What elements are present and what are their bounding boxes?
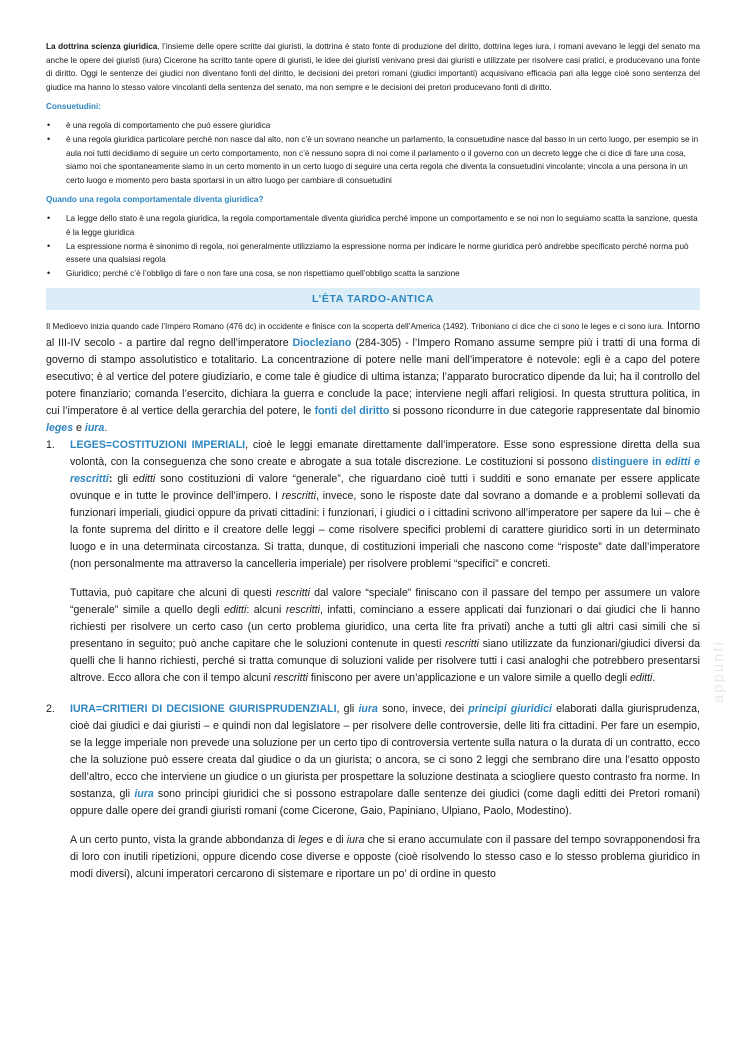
list-item: • La legge dello stato è una regola giuridica, la regola comportamentale diventa giuridica perché impone un comportamento e se noi non lo seguiamo scatta la sanzione, questa è la legge giuridica [46,212,700,239]
text-run: elaborati dalla giurisprudenza, cioè dai giudici e dai giuristi – e quindi non dal legislatore – per risolvere delle controversie, delle liti fra cittadini. Per fare un esempio, se la legge imperiale non prevede una soluzione per un certo tipo di controversia vertente sulla natura o la durata di un contratto, ecco che la soluzione può essere creata dal giudice o da un giurista; o ancora, se ci sono 2 leggi che sembrano dire una l’esatto opposto dell’altro, ecco che interviene un giudice o un giurista per prospettare la soluzione destinata a sciogliere questo contrasto fra norme. In sostanza, gli [70,703,700,801]
italic-term: editti [132,473,156,486]
text-run: , invece, sono le risposte date dal sovrano a domande e a problemi sollevati da funzionari imperiali, giudici oppure da privati cittadini: i funzionari, i giudici o i cittadini scrivono all’imperatore per sapere da lui – che è la fonte suprema del diritto e il creatore delle leggi – come risolvere specifici problemi di carattere giuridico sorti in un determinato luogo e in una determinata circostanza. Si tratta, dunque, di costituzioni imperiali che nascono come “risposte” date dall’imperatore (non personalmente ma attraverso la cancelleria imperiale) per risolvere problemi “specifici” e concreti. [70,490,701,571]
text-run: gli [112,473,133,486]
regola-list [46,212,700,280]
text-run: A un certo punto, vista la grande abbondanza di [70,834,299,847]
leges-title: LEGES=COSTITUZIONI IMPERIALI [70,439,246,452]
text-run: . [652,672,656,685]
iura-paragraph-2 [70,832,700,883]
list-item-iura [46,701,700,883]
text-run: . [104,422,108,435]
list-item: • La espressione norma è sinonimo di regola, noi generalmente utilizziamo la espressione norma per indicare le norme giuridica però andrebbe specificato perché norma può essere una qualsiasi regola [46,240,700,267]
text-run: , cioè le leggi emanate direttamente dall’imperatore. Esse sono espressione diretta della sua volontà, con la conseguenza che sono create e abrogate a sua totale discrezione. Le costituzioni si possono [70,439,701,469]
watermark: appunti [710,640,727,704]
consuetudini-heading: Consuetudini: [46,102,102,112]
list-item-leges [46,437,700,687]
text-run: finiscono per avere un’applicazione e un valore simile a quello degli [307,672,631,685]
fonti-term: fonti del diritto [314,405,390,418]
leges-paragraph [70,437,700,573]
italic-term: editti [630,672,653,685]
italic-term: rescritti [273,672,308,685]
list-item: • è una regola giuridica particolare perché non nasce dal alto, non c’è un sovrano neanche un parlamento, la consuetudine nasce dal basso in un certo luogo, per esempio se in aula noi tutti decidiamo di seguire un certo comportamento, non c’è nessuno sopra di noi come il parlamento o il governo con un decreto legge che ci dice di fare una cosa, siamo noi che spontaneamente siamo in un certo momento in un certo luogo di seguire una certa regola che diventa la consuetudini vincolante; vincola a una persona in un certo luogo e momento pero basta sportarsi in un altro luogo per cambiare di consuetudini [46,133,700,187]
intro-term: La dottrina scienza giuridica [46,42,158,51]
document-page [46,40,700,897]
text-run: e di [323,834,347,847]
iura-title: IURA=CRITIERI DI DECISIONE GIURISPRUDENZIALI [70,703,337,716]
editti-rescritti-term: editti e rescritti [70,456,700,486]
italic-term: rescritti [444,638,480,651]
list-number: 2. [46,703,55,716]
tardo-intro-small: Il Medioevo inizia quando cade l’Impero Romano (476 dc) in occidente e finisce con la scoperta dell’America (1492). Triboniano ci dice che ci sono le leges e ci sono iura. [46,322,664,332]
iura-term: iura [358,703,378,716]
italic-term: rescritti [275,587,310,600]
iura-term: iura [84,422,105,435]
leges-term: leges [46,422,74,435]
text-run: Intorno al III-IV secolo - a partire dal regno dell’imperatore [46,320,700,350]
text-run: dal valore “speciale” finiscano con il passare del tempo per assumere un valore “generale” simile a quello degli [70,587,700,617]
text-run: Tuttavia, può capitare che alcuni di questi [70,587,276,600]
text-run: siano utilizzate da funzionari/giudici diversi da quelli che li hanno richiesti, perché si tratta comunque di soluzioni valide per risolvere tutti i casi analoghi che potrebbero presentarsi altrove. Ecco allora che con il tempo alcuni [70,638,700,685]
text-run: che si erano accumulate con il passare del tempo sovrapponendosi fra di loro con inutili ripetizioni, oppure dicendo cose diverse e opposte (cioè risolvendo lo stesso caso e lo stesso problema giuridico in modi diversi), alcuni imperatori cercarono di sistemare e riportare un po’ di ordine in questo [70,834,701,881]
consuetudini-list [46,119,700,187]
italic-term: leges [298,834,324,847]
text-run: , infatti, cominciano a essere applicati dai funzionari o dai giudici che li hanno richiesti per risolvere un certo caso (un certo problema giuridico, una certa lite fra privati) anche a tutti gli altri casi simili che si presentano in seguito; può anche capitare che le soluzioni contenute in questi [70,604,700,651]
list-item: • Giuridico; perché c’è l’obbligo di fare o non fare una cosa, se non rispettiamo quell’obbligo scatta la sanzione [46,267,700,281]
distinguish-term: distinguere in [591,456,666,469]
text-run: : [108,473,113,486]
text-run: (284-305) - l’Impero Romano assume sempre più i tratti di una forma di governo di stampo assolutistico e totalitario. La concentrazione di potere nelle mani dell’imperatore è notevole: egli è a capo del potere esecutivo; è al vertice del potere giudiziario, e come tale è giudice di ultima istanza; l’apparato burocratico dipende da lui; ha il controllo del potere finanziario; comanda l’esercito, dichiara la guerra e conclude la pace; interviene negli affari religiosi. In questa struttura politica, in cui l’imperatore è al vertice della gerarchia del potere, le [46,337,701,418]
italic-term: rescritti [285,604,320,617]
list-number: 1. [46,439,55,452]
text-run: : alcuni [246,604,286,617]
section-title: L’ÈTA TARDO-ANTICA [46,288,700,310]
text-run: sono, invece, dei [377,703,469,716]
italic-term: rescritti [281,490,316,503]
text-run: sono principi giuridici che si possono estrapolare dalle sentenze dei giudici (come dagli editti dei Pretori romani) oppure dalle opere dei grandi giuristi romani (come Cicerone, Gaio, Papiniano, Ulpiano, Paolo, Modestino). [70,788,700,818]
intro-text: , l’insieme delle opere scritte dai giuristi, la dottrina è stato fonte di produzione del diritto, dottrina leges iura, i romani avevano le leggi del senato ma anche le opere dei giuristi (iura) Cicerone ha scritto tante opere di giuristi, le idee dei giuristi venivano presi dai giuristi e utilizzate per risolvere casi pratici, e producevano una fonte di diritto. Oggi le sentenze dei giudici non diventano fonti del diritto, le decisioni dei pretori romani (giudici importanti) acquisivano efficacia pari alla legge cioè sono sentenza del giudice ma hanno lo stesso valore vincolanti della sentenza del senato, ma non sempre e le decisioni dei pretori producevano fonti di diritto. [46,42,700,92]
italic-term: iura [346,834,365,847]
iura-paragraph [70,701,700,820]
iura-term: iura [134,788,154,801]
regola-heading: Quando una regola comportamentale diventa giuridica? [46,195,264,205]
text-run: sono costituzioni di valore “generale”, che riguardano cioè tutti i sudditi e sono emanate per essere applicate ovunque e in tutte le province dell’impero. I [70,473,700,503]
principi-term: principi giuridici [468,703,552,716]
italic-term: editti [223,604,247,617]
text-run: si possono ricondurre in due categorie rappresentate dal binomio [389,405,700,418]
intro-paragraph [46,40,700,94]
emperor-name: Diocleziano [292,337,352,350]
list-item: • è una regola di comportamento che può essere giuridica [46,119,700,133]
tardo-antica-paragraph [46,318,700,437]
text-run: e [73,422,85,435]
leges-paragraph-2 [70,585,700,687]
text-run: , gli [336,703,359,716]
numbered-list [46,437,700,883]
